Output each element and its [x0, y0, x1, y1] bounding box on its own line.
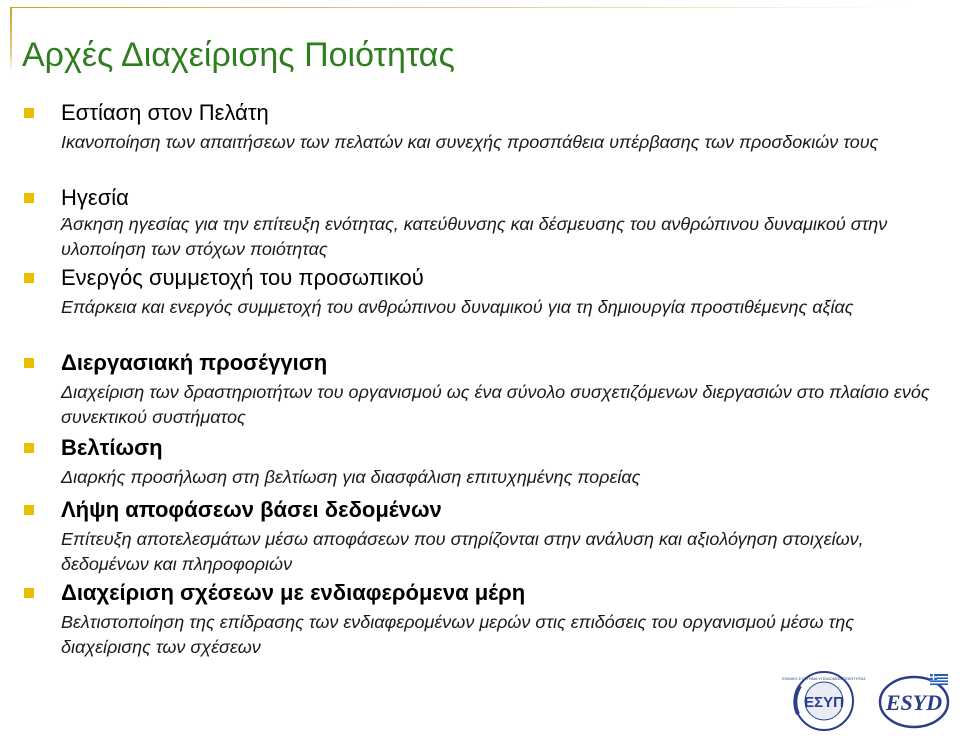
principle-heading: Διαχείριση σχέσεων με ενδιαφερόμενα μέρη [61, 580, 526, 605]
square-bullet-icon [24, 358, 34, 368]
esyd-logo-text: ESYD [885, 690, 943, 715]
principle-description: Διαρκής προσήλωση στη βελτίωση για διασφάλιση επιτυχημένης πορείας [61, 467, 641, 487]
square-bullet-icon [24, 193, 34, 203]
principle-description: Διαχείριση των δραστηριοτήτων του οργανισμού ως ένα σύνολο συσχετιζόμενων διεργασιών στο πλαίσιο ενός συνεκτικού συστήματος [61, 382, 930, 427]
principle-heading: Βελτίωση [61, 435, 163, 460]
square-bullet-icon [24, 108, 34, 118]
principle-heading: Ενεργός συμμετοχή του προσωπικού [61, 265, 424, 290]
slide-frame-top [10, 7, 910, 8]
slide-title: Αρχές Διαχείρισης Ποιότητας [22, 36, 455, 74]
esyp-esyd-logos [780, 668, 960, 733]
square-bullet-icon [24, 273, 34, 283]
square-bullet-icon [24, 443, 34, 453]
principle-description: Επίτευξη αποτελεσμάτων μέσω αποφάσεων που στηρίζονται στην ανάλυση και αξιολόγηση στοιχείων, δεδομένων και πληροφοριών [61, 529, 864, 574]
principle-heading: Εστίαση στον Πελάτη [61, 100, 269, 125]
principle-description: Ικανοποίηση των απαιτήσεων των πελατών και συνεχής προσπάθεια υπέρβασης των προσδοκιών τους [61, 132, 879, 152]
esyp-logo [782, 672, 866, 730]
principle-description: Άσκηση ηγεσίας για την επίτευξη ενότητας, κατεύθυνσης και δέσμευσης του ανθρώπινου δυναμικού στην υλοποίηση των στόχων ποιότητας [61, 214, 888, 259]
esyd-logo [880, 674, 948, 727]
esyp-logo-ring-text: ΕΘΝΙΚΟ ΣΥΣΤΗΜΑ ΥΠΟΔΟΜΩΝ ΠΟΙΟΤΗΤΑΣ [782, 676, 866, 681]
principle-heading: Λήψη αποφάσεων βάσει δεδομένων [61, 497, 442, 522]
principle-heading: Ηγεσία [61, 185, 129, 210]
principle-heading: Διεργασιακή προσέγγιση [61, 350, 328, 375]
logos [780, 668, 960, 733]
square-bullet-icon [24, 588, 34, 598]
square-bullet-icon [24, 505, 34, 515]
principle-description: Βελτιστοποίηση της επίδρασης των ενδιαφερομένων μερών στις επιδόσεις του οργανισμού μέσω της διαχείρισης των σχέσεων [61, 612, 854, 657]
slide-frame-left [10, 7, 12, 73]
principle-description: Επάρκεια και ενεργός συμμετοχή του ανθρώπινου δυναμικού για τη δημιουργία προστιθέμενης αξίας [61, 297, 854, 317]
esyp-logo-text: ΕΣΥΠ [804, 694, 844, 711]
